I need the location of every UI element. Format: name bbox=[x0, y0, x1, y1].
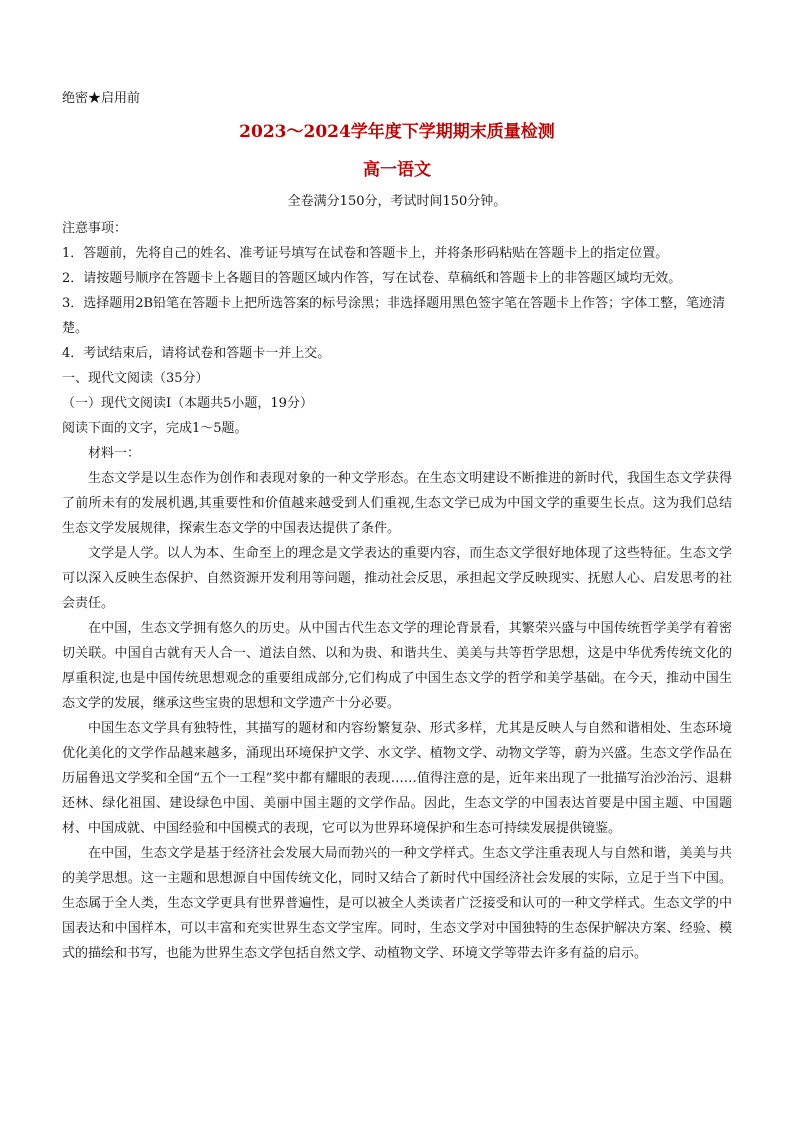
material-label: 材料一： bbox=[88, 446, 141, 461]
body-paragraph: 在中国，生态文学拥有悠久的历史。从中国古代生态文学的理论背景看，其繁荣兴盛与中国传统哲学美学有着密切关联。中国自古就有天人合一、道法自然、以和为贵、和谐共生、美美与共等哲学思想，这是中华优秀传统文化的厚重积淀,也是中国传统思想观念的重要组成部分,它们构成了中国生态文学的哲学和美学基础。在今天，推动中国生态文学的发展，继承这些宝贵的思想和文学遗产十分必要。 bbox=[62, 621, 732, 711]
part-heading: 一、现代文阅读（35分） bbox=[62, 371, 209, 386]
exam-page bbox=[62, 88, 732, 966]
exam-title: 2023～2024学年度下学期期末质量检测 bbox=[239, 122, 555, 142]
reading-section bbox=[62, 366, 732, 966]
instruction: 阅读下面的文字，完成1～5题。 bbox=[62, 421, 248, 436]
body-paragraph: 在中国，生态文学是基于经济社会发展大局而勃兴的一种文学样式。生态文学注重表现人与自然和谐，美美与共的美学思想。这一主题和思想源自中国传统文化，同时又结合了新时代中国经济社会发展的实际，立足于当下中国。生态属于全人类，生态文学更具有世界普遍性，是可以被全人类读者广泛接受和认可的一种文学样式。生态文学的中国表达和中国样本，可以丰富和充实世界生态文学宝库。同时，生态文学对中国独特的生态保护解决方案、经验、模式的描绘和书写，也能为世界生态文学包括自然文学、动植物文学、环境文学等带去许多有益的启示。 bbox=[62, 846, 732, 961]
notes-item: 3．选择题用2B铅笔在答题卡上把所选答案的标号涂黑；非选择题用黑色签字笔在答题卡上作答；字体工整，笔迹清楚。 bbox=[62, 296, 726, 336]
body-paragraph: 文学是人学。以人为本、生命至上的理念是文学表达的重要内容，而生态文学很好地体现了这些特征。生态文学可以深入反映生态保护、自然资源开发利用等问题，推动社会反思，承担起文学反映现实、抚慰人心、启发思考的社会责任。 bbox=[62, 546, 732, 611]
notes-item: 1．答题前，先将自己的姓名、准考证号填写在试卷和答题卡上，并将条形码粘贴在答题卡上的指定位置。 bbox=[62, 246, 669, 261]
notes-heading: 注意事项： bbox=[62, 221, 128, 236]
notes-item: 2．请按题号顺序在答题卡上各题目的答题区域内作答，写在试卷、草稿纸和答题卡上的非答题区域均无效。 bbox=[62, 271, 682, 286]
sub-heading: （一）现代文阅读Ⅰ（本题共5小题，19分） bbox=[62, 396, 313, 411]
exam-subject: 高一语文 bbox=[363, 160, 431, 180]
notes-section bbox=[62, 216, 732, 366]
body-paragraph: 生态文学是以生态作为创作和表现对象的一种文学形态。在生态文明建设不断推进的新时代，我国生态文学获得了前所未有的发展机遇,其重要性和价值越来越受到人们重视,生态文学已成为中国文学的重要生长点。这为我们总结生态文学发展规律，探索生态文学的中国表达提供了条件。 bbox=[62, 471, 732, 536]
body-paragraph: 中国生态文学具有独特性，其描写的题材和内容纷繁复杂、形式多样，尤其是反映人与自然和谐相处、生态环境优化美化的文学作品越来越多，涌现出环境保护文学、水文学、植物文学、动物文学等，蔚为兴盛。生态文学作品在历届鲁迅文学奖和全国“五个一工程”奖中都有耀眼的表现……值得注意的是，近年来出现了一批描写治沙治污、退耕还林、绿化祖国、建设绿色中国、美丽中国主题的文学作品。因此，生态文学的中国表达首要是中国主题、中国题材、中国成就、中国经验和中国模式的表现，它可以为世界环境保护和生态可持续发展提供镜鉴。 bbox=[62, 721, 732, 836]
confidential-label: 绝密★启用前 bbox=[62, 91, 141, 106]
score-info: 全卷满分150分，考试时间150分钟。 bbox=[287, 194, 507, 209]
notes-item: 4．考试结束后，请将试卷和答题卡一并上交。 bbox=[62, 346, 331, 361]
